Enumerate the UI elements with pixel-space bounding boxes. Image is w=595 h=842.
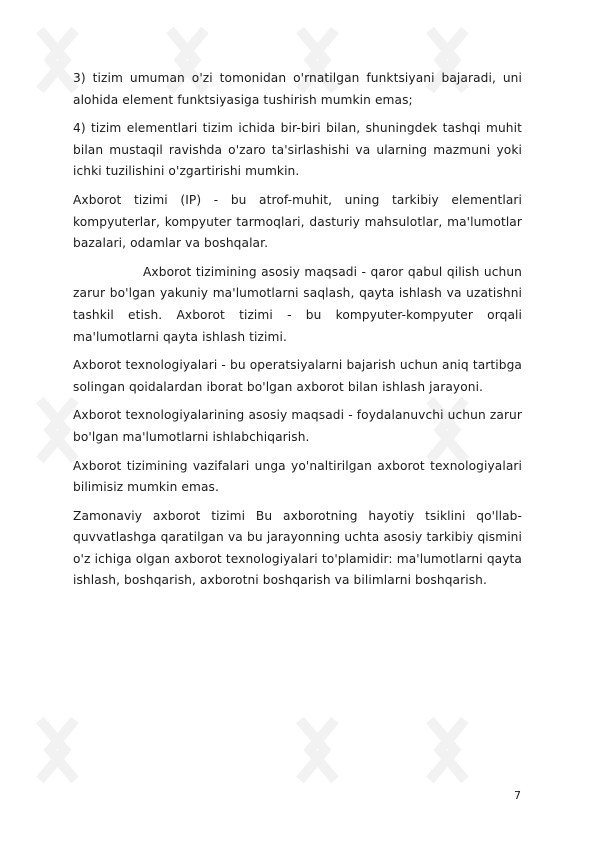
paragraph: 4) tizim elementlari tizim ichida bir-biri bilan, shuningdek tashqi muhit bilan mustaqil ravishda o'zaro ta'sirlashishi va ularning mazmuni yoki ichki tuzilishini o'zgartirishi mumkin. [73, 121, 522, 179]
paragraph: 3) tizim umuman o'zi tomonidan o'rnatilgan funktsiyani bajaradi, uni alohida element funktsiyasiga tushirish mumkin emas; [73, 71, 522, 107]
paragraph: Axborot texnologiyalarining asosiy maqsadi - foydalanuvchi uchun zarur bo'lgan ma'lumotlarni ishlabchiqarish. [73, 408, 522, 444]
paragraph: Zamonaviy axborot tizimi Bu axborotning hayotiy tsiklini qo'llab-quvvatlashga qaratilgan va bu jarayonning uchta asosiy tarkibiy qismini o'z ichiga olgan axborot texnologiyalari to'plamidir: ma'lumotlarni qayta ishlash, boshqarish, axborotni boshqarish va bilimlarni boshqarish. [73, 508, 522, 588]
paragraph: Axborot tizimi (IP) - bu atrof-muhit, uning tarkibiy elementlari kompyuterlar, kompyuter tarmoqlari, dasturiy mahsulotlar, ma'lumotlar bazalari, odamlar va boshqalar. [73, 192, 522, 251]
page-number: 7 [514, 789, 521, 802]
paragraph: Axborot texnologiyalari - bu operatsiyalarni bajarish uchun aniq tartibga solingan qoidalardan iborat bo'lgan axborot bilan ishlash jarayoni. [73, 358, 522, 394]
paragraph: Axborot tizimining asosiy maqsadi - qaror qabul qilish uchun zarur bo'lgan yakuniy ma'lumotlarni saqlash, qayta ishlash va uzatishni tashkil etish. Axborot tizimi - bu kompyuter-kompyuter orqali ma'lumotlarni qayta ishlash tizimi. [73, 264, 522, 344]
paragraph: Axborot tizimining vazifalari unga yo'naltirilgan axborot texnologiyalari bilimisiz mumkin emas. [73, 458, 522, 495]
page-body [73, 68, 522, 599]
